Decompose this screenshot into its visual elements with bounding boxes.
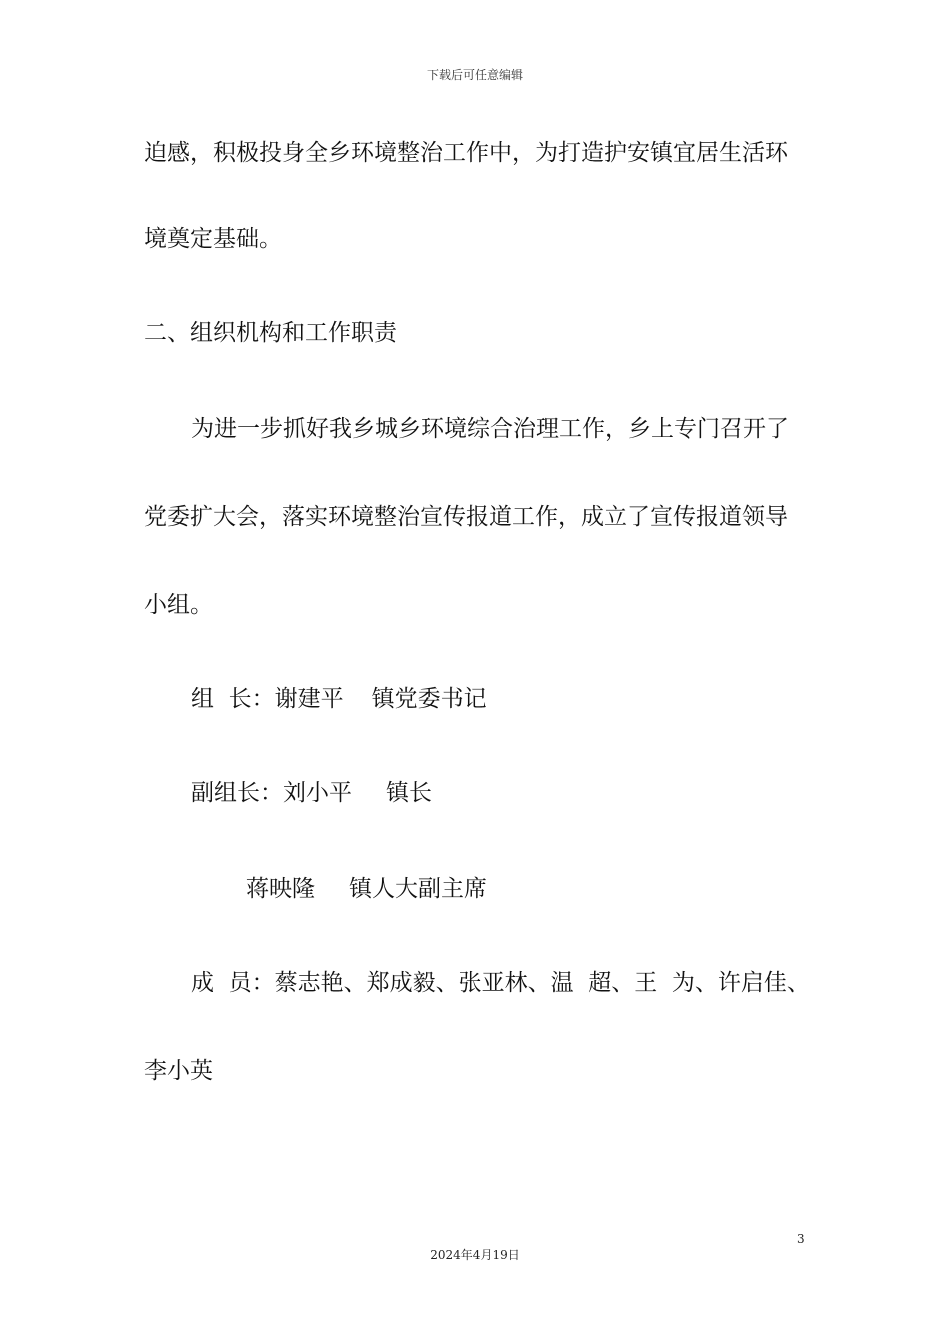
deputy-row <box>191 778 432 808</box>
paragraph-line: 党委扩大会，落实环境整治宣传报道工作，成立了宣传报道领导 <box>144 504 788 530</box>
leader-row <box>191 684 487 714</box>
page-number: 3 <box>797 1232 805 1246</box>
section-heading: 二、组织机构和工作职责 <box>144 320 397 346</box>
leader-title: 镇党委书记 <box>371 686 487 712</box>
page-header: 下载后可任意编辑 <box>426 68 523 82</box>
paragraph-line: 小组。 <box>144 592 213 618</box>
members-row <box>191 968 810 998</box>
members-list: 蔡志艳、郑成毅、张亚林、温 超、王 为、许启佳、 <box>274 970 810 996</box>
leader-name: 谢建平 <box>274 686 344 712</box>
footer-date: 2024年4月19日 <box>430 1248 520 1262</box>
members-label: 成 员： <box>191 970 275 996</box>
leader-label: 组 长： <box>191 686 275 712</box>
paragraph-line: 为进一步抓好我乡城乡环境综合治理工作，乡上专门召开了 <box>191 416 789 442</box>
deputy2-name: 蒋映隆 <box>246 876 315 902</box>
deputy-label: 副组长： <box>191 780 283 806</box>
deputy2-title: 镇人大副主席 <box>349 876 487 902</box>
paragraph-line: 境奠定基础。 <box>144 226 282 252</box>
deputy1-name: 刘小平 <box>283 780 352 806</box>
deputy1-title: 镇长 <box>386 780 432 806</box>
paragraph-line: 迫感，积极投身全乡环境整治工作中，为打造护安镇宜居生活环 <box>144 140 788 166</box>
deputy2-row <box>246 874 487 904</box>
members-list-continued: 李小英 <box>144 1058 213 1084</box>
